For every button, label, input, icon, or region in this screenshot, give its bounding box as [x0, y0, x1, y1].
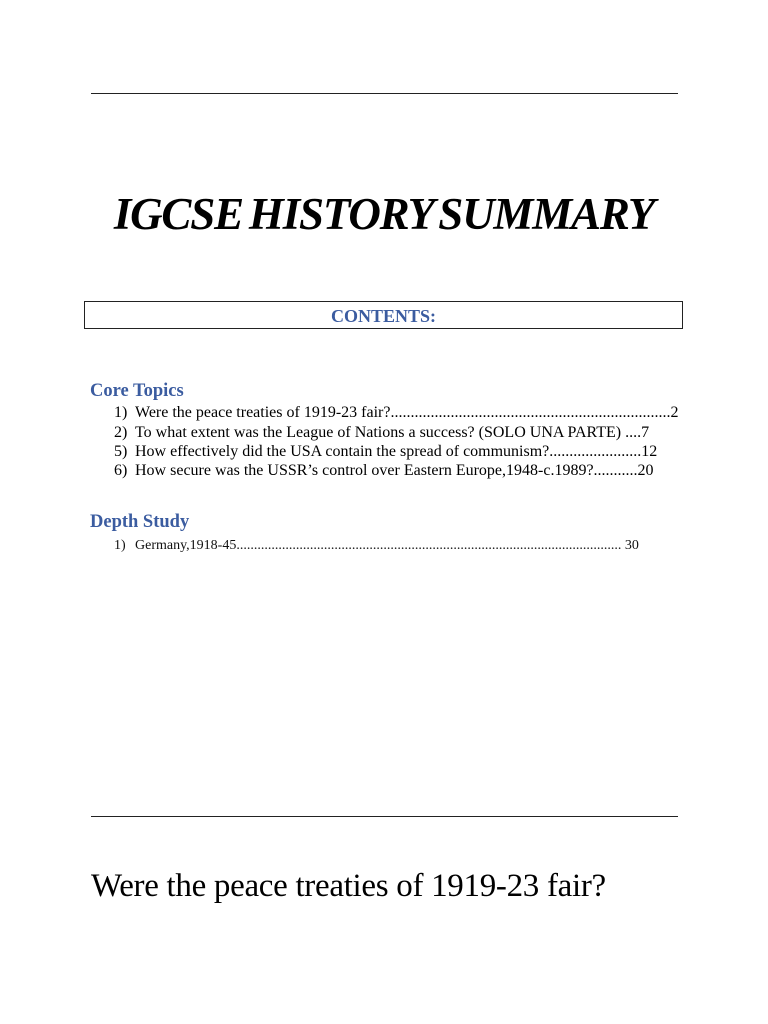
core-topics-heading: Core Topics [90, 381, 184, 401]
toc-entry-text: How effectively did the USA contain the spread of communism?.......................12 [135, 443, 658, 460]
toc-entry-text[interactable]: Germany,1918-45.............................................................................................................. 30 [135, 538, 639, 553]
toc-entry-number: 5) [114, 443, 128, 460]
document-title: IGCSE HISTORY SUMMARY [113, 189, 655, 239]
depth-study-heading: Depth Study [90, 512, 190, 532]
contents-header-box [84, 301, 683, 329]
section-title: Were the peace treaties of 1919-23 fair? [91, 868, 606, 904]
toc-entry-text: To what extent was the League of Nations a success? (SOLO UNA PARTE) ....7 [135, 424, 650, 441]
toc-entry-number: 1) [114, 404, 128, 421]
toc-entry-number: 1) [114, 538, 126, 553]
toc-entry-number: 2) [114, 424, 128, 441]
toc-entry-text: Were the peace treaties of 1919-23 fair?......................................................................2 [135, 404, 679, 421]
toc-entry-text: How secure was the USSR’s control over Eastern Europe,1948-c.1989?...........20 [135, 462, 654, 479]
top-divider [91, 93, 678, 94]
contents-label: CONTENTS: [330, 306, 437, 326]
bottom-divider [91, 816, 678, 817]
toc-entry-number: 6) [114, 462, 128, 479]
